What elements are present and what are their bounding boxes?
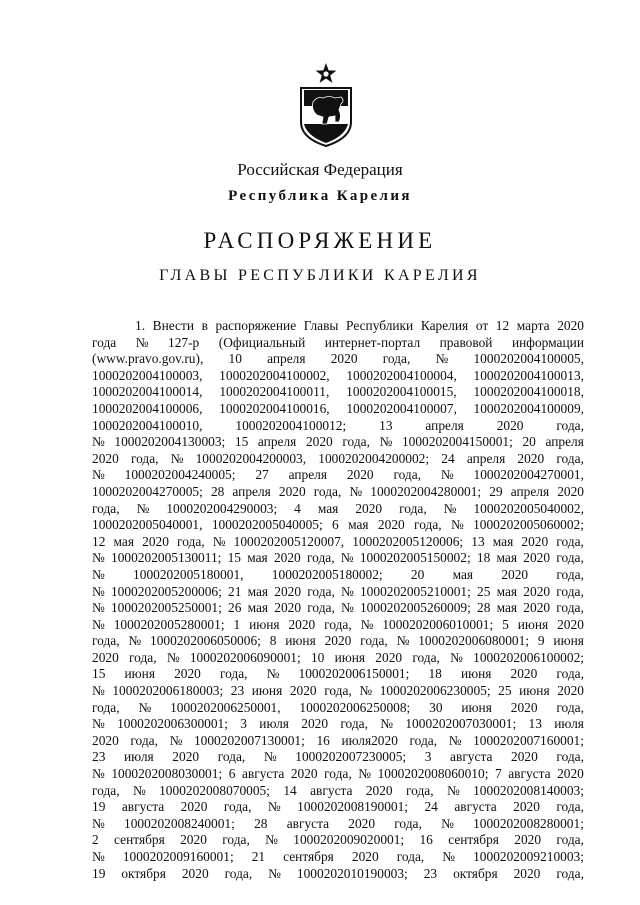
body-line: № 1000202004130003; 15 апреля 2020 года, № 1000202004150001; 20 апреля (92, 434, 584, 450)
republic-title: Республика Карелия (228, 188, 412, 204)
body-line: № 1000202004240005; 27 апреля 2020 года, № 1000202004270001, (92, 467, 584, 483)
karelia-coat-of-arms-icon (295, 62, 357, 148)
body-line: 1000202005040001, 1000202005040005; 6 мая 2020 года, № 1000202005060002; (92, 517, 584, 533)
body-line: № 1000202006300001; 3 июля 2020 года, № 1000202007030001; 13 июля (92, 716, 584, 732)
issuer-title: ГЛАВЫ РЕСПУБЛИКИ КАРЕЛИЯ (159, 267, 481, 284)
body-line: года, № 1000202004290003; 4 мая 2020 года, № 1000202005040002, (92, 500, 584, 516)
emblem-star (316, 63, 337, 83)
body-line: года, № 1000202008070005; 14 августа 2020 года, № 1000202008140003; (92, 782, 584, 798)
body-line: 2020 года, № 1000202007130001; 16 июля2020 года, № 1000202007160001; (92, 732, 584, 748)
body-line: 2020 года, № 1000202004200003, 1000202004200002; 24 апреля 2020 года, (92, 450, 584, 466)
body-line: № 1000202005130011; 15 мая 2020 года, № 1000202005150002; 18 мая 2020 года, (92, 550, 584, 566)
body-line: № 1000202005280001; 1 июня 2020 года, № 1000202006010001; 5 июня 2020 (92, 616, 584, 632)
body-line: № 1000202008030001; 6 августа 2020 года, № 1000202008060010; 7 августа 2020 (92, 766, 584, 782)
body-line: 1. Внести в распоряжение Главы Республики Карелия от 12 марта 2020 (135, 318, 584, 333)
body-line: 2020 года, № 1000202006090001; 10 июня 2020 года, № 1000202006100002; (92, 649, 584, 665)
body-line: года № 127-р (Официальный интернет-портал правовой информации (92, 334, 584, 350)
body-line: 19 августа 2020 года, № 1000202008190001; 24 августа 2020 года, (92, 799, 584, 815)
body-line: (www.pravo.gov.ru), 10 апреля 2020 года, № 1000202004100005, (92, 351, 584, 367)
document-type-title: РАСПОРЯЖЕНИЕ (203, 228, 437, 253)
body-line: № 1000202008240001; 28 августа 2020 года, № 1000202008280001; (92, 815, 584, 831)
body-line: 1000202004100006, 1000202004100016, 1000202004100007, 1000202004100009, (92, 400, 584, 416)
body-line: № 1000202005250001; 26 мая 2020 года, № 1000202005260009; 28 мая 2020 года, (92, 600, 584, 616)
body-line: № 1000202005200006; 21 мая 2020 года, № 1000202005210001; 25 мая 2020 года, (92, 583, 584, 599)
body-line: 1000202004100014, 1000202004100011, 1000202004100015, 1000202004100018, (92, 384, 584, 400)
body-line: года, № 1000202006250001, 1000202006250008; 30 июня 2020 года, (92, 699, 584, 715)
body-line: № 1000202009160001; 21 сентября 2020 года, № 1000202009210003; (92, 849, 584, 864)
body-line: 23 июля 2020 года, № 1000202007230005; 3 августа 2020 года, (92, 749, 584, 765)
body-line: 2 сентября 2020 года, № 1000202009020001; 16 сентября 2020 года, (92, 832, 584, 848)
document-body (92, 318, 584, 882)
body-line: № 1000202005180001, 1000202005180002; 20 мая 2020 года, (92, 566, 584, 582)
federation-title: Российская Федерация (237, 160, 403, 179)
body-line: № 1000202006180003; 23 июня 2020 года, № 1000202006230005; 25 июня 2020 (92, 683, 584, 699)
body-line: 19 октября 2020 года, № 1000202010190003; 23 октября 2020 года, (92, 865, 584, 881)
body-line: 1000202004100010, 1000202004100012; 13 апреля 2020 года, (92, 417, 584, 433)
body-line: 15 июня 2020 года, № 1000202006150001; 18 июня 2020 года, (92, 666, 584, 682)
body-line: 1000202004100003, 1000202004100002, 1000202004100004, 1000202004100013, (92, 367, 584, 383)
body-line: 12 мая 2020 года, № 1000202005120007, 1000202005120006; 13 мая 2020 года, (92, 533, 584, 549)
body-line: года, № 1000202006050006; 8 июня 2020 года, № 1000202006080001; 9 июня (92, 633, 584, 649)
body-line: 1000202004270005; 28 апреля 2020 года, № 1000202004280001; 29 апреля 2020 (92, 483, 584, 499)
